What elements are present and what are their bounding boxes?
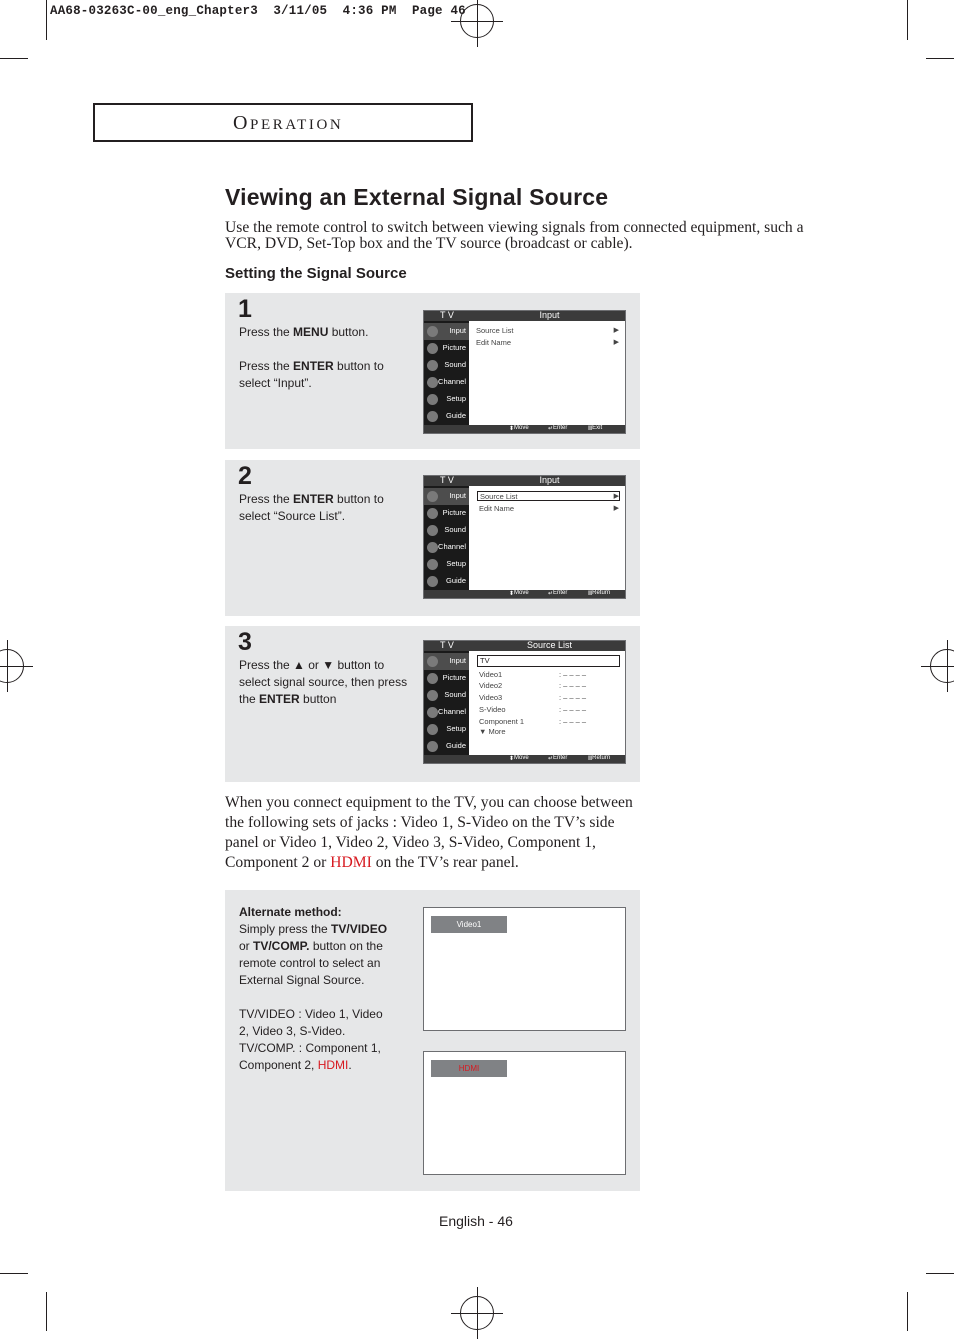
menu-item-picture[interactable]: Picture	[424, 670, 469, 687]
menu-item-input[interactable]: Input	[424, 323, 469, 340]
return-hint: Ⅲ Return	[588, 590, 611, 597]
sound-icon	[427, 690, 438, 701]
crop-mark	[46, 0, 47, 40]
menu-item-sound[interactable]: Sound	[424, 522, 469, 539]
menu-sidebar	[424, 321, 469, 427]
source-row[interactable]: S-Video : – – – –	[479, 705, 587, 714]
step-number: 1	[238, 295, 252, 323]
enter-hint: ↵ Enter	[548, 755, 568, 762]
menu-item-picture[interactable]: Picture	[424, 340, 469, 357]
arrow-right-icon: ▶	[613, 327, 619, 334]
crop-mark	[46, 1292, 47, 1331]
crop-mark	[926, 58, 954, 59]
menu-item-input[interactable]: Input	[424, 653, 469, 670]
print-slug: AA68-03263C-00_eng_Chapter3 3/11/05 4:36 PM Page 46	[50, 4, 466, 18]
up-arrow-icon: ▲	[293, 658, 305, 672]
step-text: Press the ▲ or ▼ button to select signal source, then press the ENTER button	[239, 658, 408, 706]
guide-icon	[427, 576, 438, 587]
source-selected-tv[interactable]: TV	[477, 655, 620, 667]
page-footer: English - 46	[439, 1213, 513, 1229]
crop-mark	[907, 0, 908, 40]
registration-mark	[930, 649, 954, 683]
menu-item-picture[interactable]: Picture	[424, 505, 469, 522]
menu-item-guide[interactable]: Guide	[424, 738, 469, 755]
menu-sidebar	[424, 651, 469, 757]
source-row[interactable]: Video2 : – – – –	[479, 681, 587, 690]
step-text: Press the ENTER button to select “Source List”.	[239, 492, 384, 523]
menu-item-setup[interactable]: Setup	[424, 721, 469, 738]
source-row[interactable]: Video1 : – – – –	[479, 670, 587, 679]
move-hint: ⬍ Move	[509, 425, 529, 432]
menu-item-guide[interactable]: Guide	[424, 408, 469, 425]
osd-source-label: HDMI	[431, 1060, 507, 1077]
input-icon	[427, 326, 438, 337]
channel-icon	[427, 542, 438, 553]
sound-icon	[427, 525, 438, 536]
section-label: OPERATION	[233, 112, 344, 134]
menu-item-input[interactable]: Input	[424, 488, 469, 505]
menu-title-bar: T V Source List	[424, 641, 625, 651]
menu-row-source-list[interactable]: Source List ▶	[476, 326, 619, 335]
alternate-method-panel	[225, 890, 640, 1191]
channel-icon	[427, 377, 438, 388]
registration-mark	[460, 1296, 494, 1330]
tv-screen-hdmi	[423, 1051, 626, 1175]
menu-row-edit-name[interactable]: Edit Name ▶	[479, 504, 619, 513]
setup-icon	[427, 394, 438, 405]
menu-item-setup[interactable]: Setup	[424, 391, 469, 408]
input-icon	[427, 656, 438, 667]
picture-icon	[427, 673, 438, 684]
menu-title-bar: T V Input	[424, 311, 625, 321]
menu-title-bar: T V Input	[424, 476, 625, 486]
step-panel-1	[225, 293, 640, 449]
channel-icon	[427, 707, 438, 718]
step-panel-3	[225, 626, 640, 782]
intro-paragraph: Use the remote control to switch between viewing signals from connected equipment, such a VCR, DVD, Set-Top box and the TV source (broadcast or cable).	[225, 219, 804, 252]
source-row[interactable]: Video3 : – – – –	[479, 693, 587, 702]
menu-item-channel[interactable]: Channel	[424, 704, 469, 721]
menu-row-edit-name[interactable]: Edit Name ▶	[476, 338, 619, 347]
source-row[interactable]: Component 1 : – – – –	[479, 717, 587, 726]
down-arrow-icon: ▼	[322, 658, 335, 672]
tv-screen-video1	[423, 907, 626, 1031]
crop-mark	[0, 58, 28, 59]
step-number: 3	[238, 628, 252, 656]
step-text: Press the MENU button. Press the ENTER button to select “Input”.	[239, 325, 384, 390]
registration-mark	[460, 4, 494, 38]
setup-icon	[427, 559, 438, 570]
step-number: 2	[238, 462, 252, 490]
arrow-right-icon: ▶	[613, 505, 619, 512]
picture-icon	[427, 343, 438, 354]
subheading: Setting the Signal Source	[225, 265, 407, 282]
registration-mark	[0, 649, 24, 683]
menu-sidebar	[424, 486, 469, 592]
menu-item-guide[interactable]: Guide	[424, 573, 469, 590]
menu-item-channel[interactable]: Channel	[424, 539, 469, 556]
crop-mark	[0, 1273, 28, 1274]
menu-hint-bar	[424, 425, 625, 433]
sound-icon	[427, 360, 438, 371]
enter-hint: ↵ Enter	[548, 425, 568, 432]
tv-menu-screen	[423, 475, 626, 599]
more-item[interactable]: ▼ More	[479, 727, 506, 736]
menu-hint-bar	[424, 755, 625, 763]
step-panel-2	[225, 460, 640, 616]
tv-menu-screen	[423, 640, 626, 764]
alternate-method-text: Alternate method: Simply press the TV/VIDEO or TV/COMP. button on the remote control to select an External Signal Source. TV/VIDEO : Video 1, Video 2, Video 3, S-Video. TV/COMP. : Component 1, Component 2, HDMI.	[239, 905, 388, 1072]
guide-icon	[427, 411, 438, 422]
crop-mark	[907, 1292, 908, 1331]
osd-source-label: Video1	[431, 916, 507, 933]
move-hint: ⬍ Move	[509, 755, 529, 762]
tv-menu-screen	[423, 310, 626, 434]
menu-item-setup[interactable]: Setup	[424, 556, 469, 573]
menu-item-sound[interactable]: Sound	[424, 687, 469, 704]
enter-hint: ↵ Enter	[548, 590, 568, 597]
menu-item-channel[interactable]: Channel	[424, 374, 469, 391]
input-icon	[427, 491, 438, 502]
menu-hint-bar	[424, 590, 625, 598]
arrow-right-icon: ▶	[613, 339, 619, 346]
move-hint: ⬍ Move	[509, 590, 529, 597]
body-paragraph: When you connect equipment to the TV, you can choose between the following sets of jacks : Video 1, S-Video on the TV’s side panel or Video 1, Video 2, Video 3, S-Video, Component 1, Component 2 or HDMI on the TV’s rear panel.	[225, 794, 633, 871]
setup-icon	[427, 724, 438, 735]
guide-icon	[427, 741, 438, 752]
menu-row-source-list[interactable]: Source List ▶	[477, 491, 620, 501]
exit-hint: Ⅲ Exit	[588, 425, 603, 432]
crop-mark	[926, 1273, 954, 1274]
arrow-right-icon: ▶	[613, 493, 619, 500]
picture-icon	[427, 508, 438, 519]
menu-item-sound[interactable]: Sound	[424, 357, 469, 374]
page-title: Viewing an External Signal Source	[225, 184, 609, 210]
return-hint: Ⅲ Return	[588, 755, 611, 762]
